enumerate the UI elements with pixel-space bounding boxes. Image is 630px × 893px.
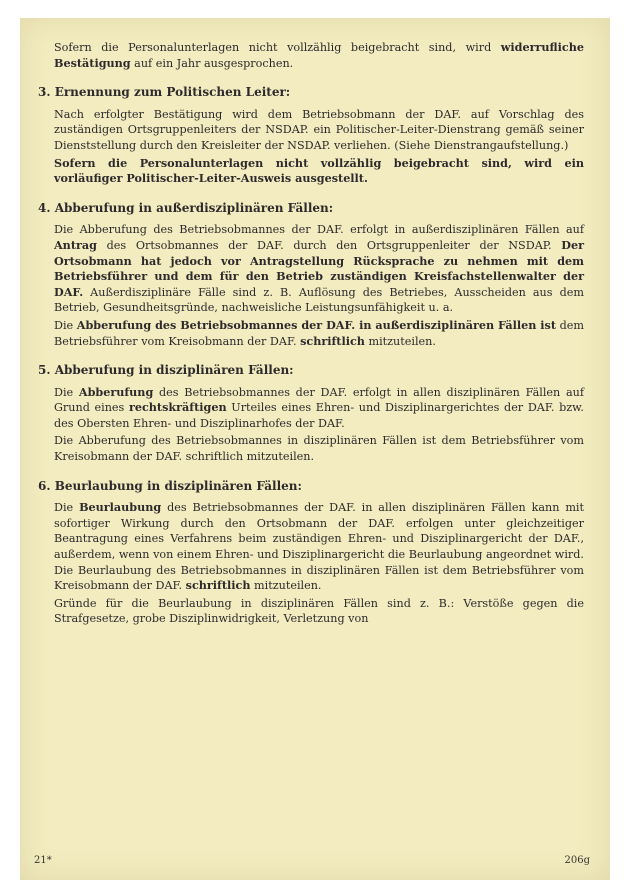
s4-p2-text-1: Die (54, 318, 77, 332)
s4-p2-bold-1: Abberufung des Betriebsobmannes der DAF. in außerdisziplinären Fällen ist (76, 317, 557, 332)
section-6-paragraph-1 (54, 500, 584, 594)
intro-paragraph (54, 40, 584, 71)
s4-p1-text-2: des Ortsobmannes der DAF. durch den Ortsgruppenleiter der NSDAP. (96, 238, 562, 252)
s4-p1-bold-2: Der Ortsobmann hat jedoch vor Antragstellung Rücksprache zu nehmen mit dem Betriebsführer und dem für den Betrieb zuständigen Kreisfachstellenwalter der DAF. (54, 237, 584, 299)
section-5-paragraph-1 (54, 385, 584, 432)
section-3-heading: 3. Ernennung zum Politischen Leiter: (38, 85, 291, 100)
s4-p2-text-3: mitzuteilen. (364, 334, 436, 348)
intro-text-end: auf ein Jahr ausgesprochen. (130, 56, 294, 70)
section-6-heading: 6. Beurlaubung in disziplinären Fällen: (38, 478, 302, 493)
section-5-heading: 5. Abberufung in disziplinären Fällen: (38, 363, 294, 378)
footer-signature-left: 21* (34, 855, 52, 866)
section-3-bold-text: Sofern die Personalunterlagen nicht vollzählig beigebracht sind, wird ein vorläufiger Politischer-Leiter-Ausweis ausgestellt. (54, 155, 584, 186)
s4-p1-text-3: Außerdisziplinäre Fälle sind z. B. Auflösung des Betriebes, Ausscheiden aus dem Betrieb, Gesundheitsgründe, nachweisliche Leistungsunfähigkeit u. a. (54, 285, 584, 315)
s6-p1-text-1: Die (54, 501, 80, 515)
section-4 (38, 200, 585, 349)
section-4-heading: 4. Abberufung in außerdisziplinären Fällen: (38, 200, 334, 215)
section-4-paragraph-2 (54, 318, 584, 349)
document-page (20, 18, 610, 880)
s6-p1-bold-1: Beurlaubung (79, 500, 162, 515)
section-3-paragraph-1: Nach erfolgter Bestätigung wird dem Betriebsobmann der DAF. auf Vorschlag des zuständigen Ortsgruppenleiters der NSDAP. ein Politischer-Leiter-Dienstrang gemäß seiner Dienststellung durch den Kreisleiter der NSDAP. verliehen. (Siehe Dienstrangaufstellung.) (54, 107, 584, 152)
s6-p1-text-2: des Betriebsobmannes der DAF. in allen disziplinären Fällen kann mit sofortiger Wirkung durch den Ortsobmann der DAF. erfolgen unter gleichzeitiger Beantragung eines Verfahrens beim zuständigen Ehren- und Disziplinargericht der DAF., außerdem, wenn von einem Ehren- und Disziplinargericht die Beurlaubung angeordnet wird. Die Beurlaubung des Betriebsobmannes in disziplinären Fällen ist dem Betriebsführer vom Kreisobmann der DAF. (54, 501, 584, 593)
s6-p1-bold-2: schriftlich (185, 578, 251, 593)
section-4-paragraph-1 (54, 222, 584, 316)
section-6-paragraph-2: Gründe für die Beurlaubung in disziplinären Fällen sind z. B.: Verstöße gegen die Strafgesetze, grobe Disziplinwidrigkeit, Verletzung von (54, 596, 584, 626)
intro-bold: widerrufliche Bestätigung (54, 40, 584, 70)
page-footer (34, 855, 590, 866)
section-5-paragraph-2: Die Abberufung des Betriebsobmannes in disziplinären Fällen ist dem Betriebsführer vom Kreisobmann der DAF. schriftlich mitzuteilen. (54, 434, 584, 464)
section-6 (38, 478, 584, 627)
s5-p1-bold-1: Abberufung (78, 384, 154, 399)
section-3 (38, 85, 584, 187)
section-5 (38, 363, 584, 465)
s6-p1-text-3: mitzuteilen. (250, 579, 322, 593)
s5-p1-text-3: Urteiles eines Ehren- und Disziplinargerichtes der DAF. bzw. des Obersten Ehren- und Disziplinarhofes der DAF. (54, 401, 584, 430)
section-3-paragraph-2 (54, 156, 584, 187)
s4-p1-bold-1: Antrag (54, 237, 97, 252)
s5-p1-bold-2: rechtskräftigen (128, 400, 227, 415)
s5-p1-text-1: Die (54, 385, 79, 399)
page-content (38, 40, 585, 627)
s4-p2-bold-2: schriftlich (300, 333, 365, 348)
s4-p2-text-2: dem Betriebsführer vom Kreisobmann der DAF. (54, 318, 585, 348)
intro-text: Sofern die Personalunterlagen nicht vollzählig beigebracht sind, wird (54, 41, 501, 54)
s4-p1-text-1: Die Abberufung des Betriebsobmannes der DAF. erfolgt in außerdisziplinären Fällen auf (54, 223, 584, 237)
s5-p1-text-2: des Betriebsobmannes der DAF. erfolgt in allen disziplinären Fällen auf Grund eines (54, 385, 584, 415)
footer-signature-right: 206g (564, 855, 590, 866)
